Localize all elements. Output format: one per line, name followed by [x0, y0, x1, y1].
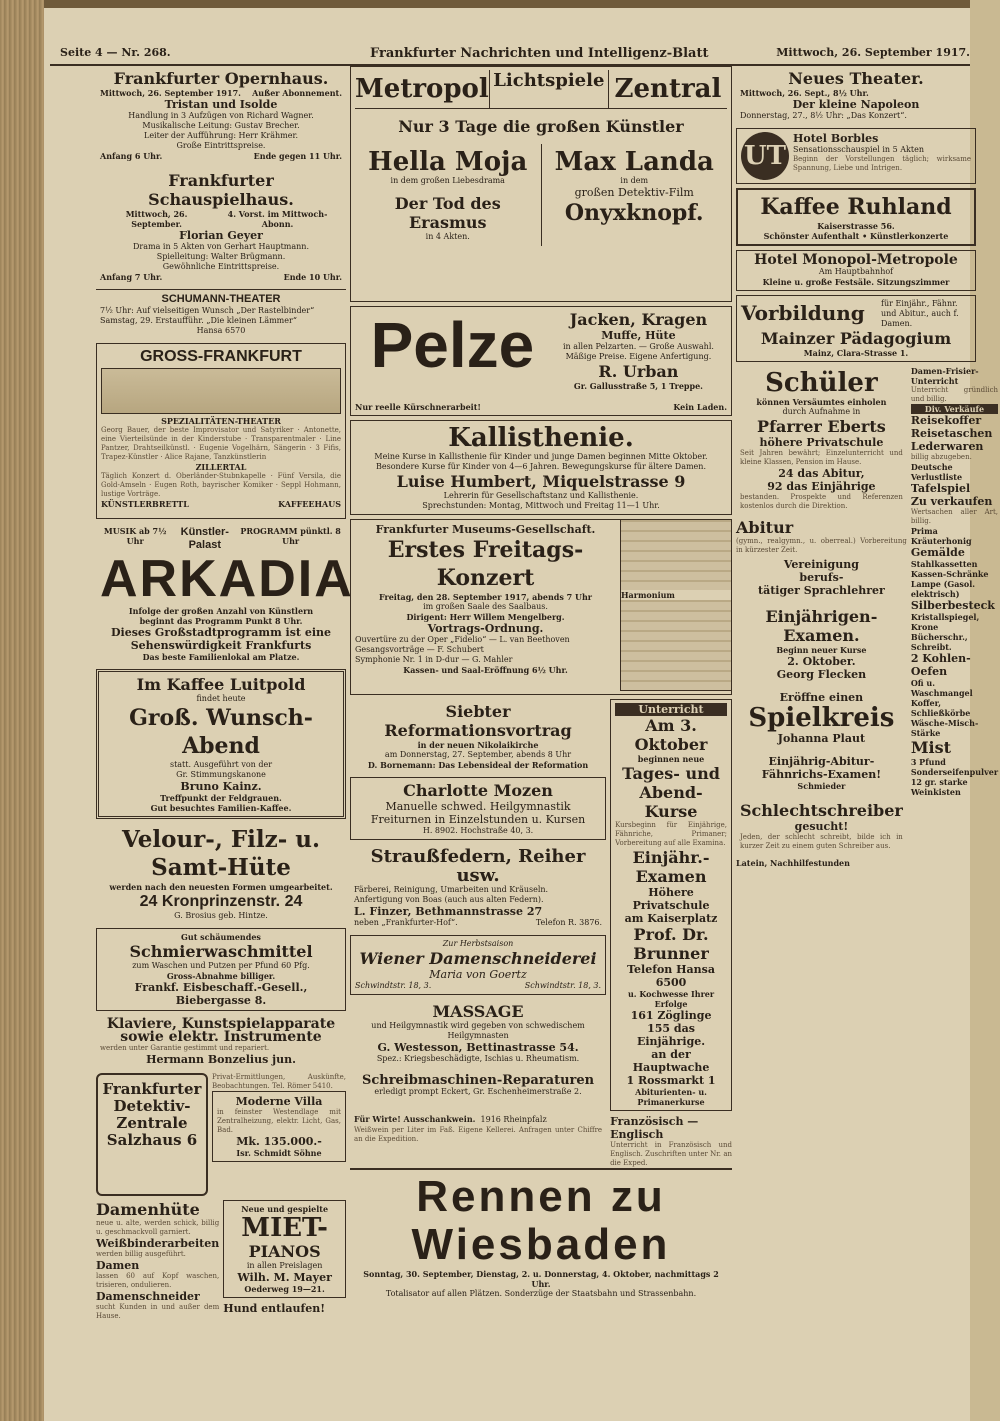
ad-line: Vereinigung	[783, 558, 859, 571]
ad-line: Gross-Abnahme billiger.	[166, 971, 276, 981]
classified-section: Div. Verkäufe	[911, 404, 998, 414]
ad-name: Hermann Bonzelius jun.	[146, 1053, 296, 1066]
ad-pelze-urban	[350, 306, 732, 416]
ad-note: 4. Vorst. im Mittwoch-Abonn.	[227, 209, 328, 229]
ad-line: Anfertigung von Boas (auch aus alten Federn).	[354, 895, 544, 904]
column-3-split: Schüler können Versäumtes einholen durch Aufnahme in Pfarrer Eberts höhere Privatschule Seit Jahren bewährt; Einzelunterricht und kleine Klassen, Pension im Hause. 24 das Abitur, 92 das Einjährige bestanden. Prospekte und Referenzen kostenlos durch die Direktion. Abitur (gymn., realgymn., u. oberreal.) Vorbereitung in kürzester Zeit. Vereinigung berufs- tätiger Sprachlehrer Einjährigen- Examen. Beginn neuer Kurse 2. Oktober. Georg Flecken Eröffne einen Spielkreis Johanna Plaut Einjährig-Abitur- Fähnrichs-Examen! Schmieder Schlechtschreiber gesucht! Jeden, der schlecht schreibt, bilde ich in kurzer Zeit zu einem guten Schreiber aus. Latein, Nachhilfestunden Damen-Frisier-Unterricht Unterricht gründlich und billig. Div. Verkäufe Reisekoffer Reisetaschen Lederwaren billig abzugeben. Deutsche Verlustliste Tafelspiel Zu verkaufen Wertsachen aller Art, billig. Prima Kräuterhonig Gemälde Stahlkassetten Kassen-Schränke Lampe (Gasol. elektrisch) Silberbesteck Kristallspiegel, Krone Bücherschr., Schreibt. 2 Kohlen-Oefen Ofi u. Waschmangel Koffer, Schließkörbe Wäsche-Misch-Stärke Mist 3 Pfund Sonderseifenpulver 12 gr. starke Weinkisten	[736, 366, 999, 868]
ad-title: Künstler-Palast	[180, 526, 229, 551]
ad-line: KÜNSTLERBRETTL	[101, 499, 189, 509]
ad-line: D. Bornemann: Das Lebensideal der Reformation	[367, 760, 589, 770]
classified-heading: 2 Kohlen-Oefen	[910, 652, 971, 678]
play-title: Tristan und Isolde	[164, 98, 278, 111]
ad-title: Rennen zu Wiesbaden	[411, 1172, 671, 1269]
ad-line: an der Hauptwache	[632, 1048, 710, 1074]
ad-date: Mittwoch, 26. September.	[125, 209, 188, 229]
ad-address: Salzhaus 6	[106, 1131, 198, 1149]
classified-heading: Lederwaren	[910, 440, 984, 453]
ad-line: Freiturnen in Einzelstunden u. Kursen	[370, 813, 586, 826]
ad-schumann-theater	[96, 289, 346, 339]
ad-line: Kaiserstrasse 56.	[817, 221, 895, 231]
column-2-middle: Siebter Reformationsvortrag in der neuen Nikolaikirche am Donnerstag, 27. September, abends 8 Uhr D. Bornemann: Das Lebensideal der Reformation Charlotte Mozen Manuelle schwed. Heilgymnastik Freiturnen in Einzelstunden u. Kursen H. 8902. Hochstraße 40, 3. Straußfedern, Reiher usw. Färberei, Reinigung, Umarbeiten und Kräuseln. Anfertigung von Boas (auch aus alten Federn). L. Finzer, Bethmannstrasse 27 neben „Frankfurter-Hof“. Telefon R. 3876. Zur Herbstsaison Wiener Damenschneiderei Maria von Goertz Schwindtstr. 18, 3. Schwindtstr. 18, 3. MASSAGE und Heilgymnastik wird gegeben von schwedischem Heilgymnasten G. Westesson, Bettinastrasse 54. Spez.: Kriegsbeschädigte, Ischias u. Rheumatism. Schreibmaschinen-Reparaturen erledigt prompt Eckert, Gr. Eschenheimerstraße 2. Für Wirte! Ausschankwein. 1916 Rheinpfalz Weißwein per Liter im Faß. Eigene Kellerei. Anfragen unter Chiffre an die Expedition. Unterricht Am 3. Oktober beginnen neue Tages- und Abend-Kurse Kursbeginn für Einjährige, Fähnriche, Primaner; Vorbereitung auf alle Examina. Einjähr.-Examen Höhere Privatschule am Kaiserplatz Prof. Dr. Brunner Telefon Hansa 6500 u. Kochwesse Ihrer Erfolge 161 Zöglinge 155 das Einjährige. an der Hauptwache 1 Rossmarkt 1 Abiturienten- u. Primanerkurse Französisch — Englisch Unterricht in Französisch und Englisch. Zuschriften unter Nr. an die Exped.	[350, 699, 732, 1168]
ad-name: Georg Flecken	[776, 668, 867, 681]
ad-title: Vorbildung	[741, 301, 865, 325]
ad-date: Mittwoch, 26. September 1917.	[100, 88, 241, 98]
program-item: Ouvertüre zu der Oper „Fidelio“ — L. van Beethoven	[355, 635, 570, 644]
ad-title: MASSAGE	[432, 1002, 524, 1021]
ad-line: für Einjähr., Fähnr. und Abitur., auch f. Damen.	[881, 299, 959, 328]
classified-heading: Damen-Frisier-Unterricht	[910, 366, 979, 386]
ad-title: Hotel Monopol-Metropole	[754, 252, 958, 268]
ad-name: Pfarrer Eberts	[757, 417, 886, 436]
classified-heading: Koffer, Schließkörbe	[910, 698, 971, 718]
ad-charlotte-mozen	[350, 777, 606, 840]
ad-reformation	[350, 699, 606, 773]
ad-line: am Donnerstag, 27. September, abends 8 Uhr	[384, 750, 572, 759]
ad-line: erledigt prompt Eckert, Gr. Eschenheimerstraße 2.	[374, 1087, 582, 1096]
ad-hotel-monopol	[736, 250, 976, 291]
film-subtitle: in dem großen Liebesdrama	[390, 176, 505, 185]
ad-line: Sehenswürdigkeit Frankfurts	[130, 639, 312, 652]
ad-line: Spielleitung: Walter Brügmann.	[156, 252, 286, 261]
ad-label: Unterricht	[615, 703, 727, 716]
ad-note: PROGRAMM pünktl. 8 Uhr	[240, 526, 341, 546]
ad-address: 24 Kronprinzenstr. 24	[139, 893, 303, 910]
ad-name: Charlotte Mozen	[403, 781, 553, 800]
ad-title: MIET-	[241, 1213, 328, 1243]
ad-metropol-zentral-kino	[350, 66, 732, 302]
column-2	[350, 66, 732, 1386]
ad-name: Johanna Plaut	[777, 732, 866, 745]
ad-line: Am 3. Oktober	[634, 716, 708, 754]
classified-heading: Reisekoffer	[910, 414, 982, 427]
ad-line: Samstag, 29. Erstaufführ. „Die kleinen Lämmer“	[100, 316, 297, 325]
ad-line: KAFFEEHAUS	[278, 499, 341, 509]
film-title: Onyxknopf.	[564, 200, 704, 226]
ad-line: Frankf. Eisbeschaff.-Gesell., Biebergasse 8.	[134, 981, 308, 1007]
ad-line: Am Hauptbahnhof	[818, 267, 894, 276]
ad-line: 92 das Einjährige	[767, 480, 876, 493]
ad-miet-pianos	[223, 1200, 346, 1298]
ad-subtitle: sowie elektr. Instrumente	[120, 1029, 322, 1045]
ad-line: Dieses Großstadtprogramm ist eine	[111, 626, 331, 639]
issue-date: Mittwoch, 26. September 1917.	[776, 46, 970, 59]
ad-velour-huete	[96, 823, 346, 924]
ad-name: G. Brosius geb. Hintze.	[174, 911, 268, 920]
actor-name: Hella Moja	[368, 147, 528, 177]
column-3	[736, 66, 999, 1386]
ad-line: Neue und gespielte	[241, 1204, 329, 1214]
ad-address: H. 8902. Hochstraße 40, 3.	[422, 826, 534, 835]
ad-schauspielhaus	[96, 168, 346, 285]
ad-title: Siebter Reformationsvortrag	[384, 702, 572, 740]
ad-line: Drama in 5 Akten von Gerhart Hauptmann.	[133, 242, 309, 251]
ad-line: Fähnrichs-Examen!	[761, 768, 882, 781]
cinema-right: Zentral	[614, 74, 722, 104]
phone-number: Telefon Hansa 6500	[627, 963, 715, 989]
ad-damen: Damen	[96, 1259, 140, 1272]
film-acts: in 4 Akten.	[425, 232, 470, 241]
arkadia-name: ARKADIA	[100, 550, 354, 608]
ad-line: und Heilgymnastik wird gegeben von schwedischem Heilgymnasten	[371, 1021, 585, 1040]
ad-line: Donnerstag, 27., 8½ Uhr: „Das Konzert“.	[740, 111, 907, 120]
ad-title: Einjährigen-	[765, 607, 878, 626]
ad-note: Außer Abonnement.	[252, 88, 342, 98]
ad-spielkreis	[736, 688, 907, 748]
ad-line: 2. Oktober.	[787, 655, 856, 668]
ut-logo: UT	[741, 132, 789, 180]
program-heading: Vortrags-Ordnung.	[427, 622, 544, 635]
ad-title: Examen.	[783, 626, 860, 645]
ad-franzoesisch: Französisch — Englisch	[610, 1115, 699, 1141]
ad-line: Zur Herbstsaison	[442, 939, 514, 948]
opening-time: Kassen- und Saal-Eröffnung 6½ Uhr.	[403, 665, 568, 675]
ad-line: Gut besuchtes Familien-Kaffee.	[150, 803, 292, 813]
ad-title: Straußfedern, Reiher usw.	[370, 846, 586, 886]
artist-name: Bruno Kainz.	[180, 780, 262, 793]
ad-title: Frankfurter Museums-Gesellschaft.	[375, 523, 596, 536]
ad-line: zum Waschen und Putzen per Pfund 60 Pfg.	[132, 961, 310, 970]
classified-heading: Tafelspiel	[910, 482, 971, 495]
ad-kaffee-ruhland	[736, 188, 976, 246]
ad-line: Leiter der Aufführung: Herr Krähmer.	[144, 131, 298, 140]
ad-title: Schreibmaschinen-Reparaturen	[361, 1073, 595, 1088]
column-1	[96, 66, 354, 1386]
ad-unterricht: Unterricht Am 3. Oktober beginnen neue Tages- und Abend-Kurse Kursbeginn für Einjährige, Fähnriche, Primaner; Vorbereitung auf alle Examina. Einjähr.-Examen Höhere Privatschule am Kaiserplatz Prof. Dr. Brunner Telefon Hansa 6500 u. Kochwesse Ihrer Erfolge 161 Zöglinge 155 das Einjährige. an der Hauptwache 1 Rossmarkt 1 Abiturienten- u. Primanerkurse	[610, 699, 732, 1111]
ad-line: statt. Ausgeführt von der	[169, 760, 273, 769]
ad-line: Muffe, Hüte	[601, 329, 676, 342]
ad-latein: Latein, Nachhilfestunden	[736, 858, 850, 868]
ad-note: MUSIK ab 7½ Uhr	[103, 526, 167, 546]
ad-line: höhere Privatschule	[759, 436, 884, 449]
ad-headline: Groß. Wunsch-Abend	[129, 705, 313, 759]
ad-neues-theater	[736, 66, 976, 124]
ad-line: Treffpunkt der Feldgrauen.	[160, 793, 282, 803]
ad-line: können Versäumtes einholen	[756, 397, 887, 407]
start-time: Anfang 7 Uhr.	[100, 272, 163, 282]
ad-line: Kleine u. große Festsäle. Sitzungszimmer	[762, 277, 950, 287]
ad-faehnrichs-examen	[736, 752, 907, 794]
ad-line: 24 das Abitur,	[778, 467, 865, 480]
ad-line: 1 Rossmarkt 1	[626, 1074, 716, 1087]
ad-straussfedern	[350, 844, 606, 931]
ad-line: Infolge der großen Anzahl von Künstlern	[128, 606, 314, 616]
ad-line: Abend-Kurse	[639, 783, 703, 821]
ad-line: Eröffne einen	[779, 691, 864, 704]
ad-name: Maria von Goertz	[429, 968, 527, 981]
classified-heading: Stahlkassetten	[910, 559, 978, 569]
book-binding	[0, 0, 44, 1421]
film-subtitle: großen Detektiv-Film	[574, 186, 694, 199]
ad-line: gesucht!	[794, 820, 849, 833]
ad-title: Hotel Borbles	[793, 132, 879, 145]
ad-name: Schmieder	[797, 781, 846, 791]
ad-line: Einjährig-Abitur-	[768, 755, 875, 768]
ad-line: Höhere Privatschule	[632, 886, 710, 912]
ad-line: Gr. Stimmungskanone	[176, 770, 266, 779]
play-title: Florian Geyer	[179, 229, 263, 242]
ad-title: Schmierwaschmittel	[129, 942, 313, 961]
ad-rennen-wiesbaden	[350, 1168, 732, 1302]
ad-name: G. Westesson, Bettinastrasse 54.	[377, 1041, 579, 1054]
ad-line: Mäßige Preise. Eigene Anfertigung.	[565, 352, 712, 361]
ad-title: Frankfurter Detektiv-Zentrale	[102, 1080, 202, 1132]
ad-address: Schwindtstr. 18, 3.	[355, 981, 432, 990]
classified-heading: Kassen-Schränke	[910, 569, 989, 579]
ad-line: Das beste Familienlokal am Platze.	[142, 652, 300, 662]
ad-line: 161 Zöglinge	[630, 1009, 712, 1022]
ad-kaffee-luitpold	[96, 669, 346, 819]
ad-weissbinder: Weißbinderarbeiten	[96, 1237, 220, 1250]
concert-title: Erstes Freitags-Konzert	[387, 537, 584, 591]
museum-organ-row	[350, 519, 732, 695]
organ-caption: Harmonium	[621, 590, 731, 600]
ad-wirte: Für Wirte! Ausschankwein. 1916 Rheinpfalz Weißwein per Liter im Faß. Eigene Kellerei. Anfragen unter Chiffre an die Expedition.	[354, 1114, 603, 1143]
classified-heading: Silberbesteck	[910, 599, 995, 612]
ad-damenhuete: Damenhüte	[96, 1200, 200, 1219]
ad-line: in allen Pelzarten. — Große Auswahl.	[562, 342, 714, 351]
ad-address: Gr. Gallusstraße 5, 1 Treppe.	[573, 381, 703, 391]
ad-line: u. Kochwesse Ihrer Erfolge	[627, 989, 715, 1009]
ad-line: Gut schäumendes	[181, 932, 261, 942]
ad-schreibmaschinen	[350, 1071, 606, 1100]
newspaper-title: Frankfurter Nachrichten und Intelligenz-Blatt	[370, 46, 709, 61]
end-time: Ende 10 Uhr.	[283, 272, 342, 282]
ad-line: 1916 Rheinpfalz	[480, 1115, 547, 1124]
ad-name: Isr. Schmidt Söhne	[236, 1148, 322, 1158]
ad-name: Luise Humbert, Miquelstrasse 9	[396, 472, 686, 491]
ad-line: Besondere Kurse für Kinder von 4—6 Jahren. Bewegungskurse für ältere Damen.	[376, 462, 706, 471]
ad-line: Einjähr.-Examen	[632, 848, 710, 886]
ad-line: Handlung in 3 Aufzügen von Richard Wagner.	[128, 111, 314, 120]
ad-line: Musikalische Leitung: Gustav Brecher.	[142, 121, 300, 130]
ad-name: L. Finzer, Bethmannstrasse 27	[354, 905, 543, 918]
ad-schueler: Schüler können Versäumtes einholen durch Aufnahme in Pfarrer Eberts höhere Privatschule Seit Jahren bewährt; Einzelunterricht und kleine Klassen, Pension im Hause. 24 das Abitur, 92 das Einjährige bestanden. Prospekte und Referenzen kostenlos durch die Direktion.	[740, 368, 903, 510]
ad-subtitle: PIANOS	[248, 1242, 321, 1261]
ad-detektiv-zentrale	[96, 1073, 208, 1196]
classified-heading: Zu verkaufen	[910, 495, 993, 508]
ad-line: in der neuen Nikolaikirche	[417, 740, 539, 750]
ad-line: findet heute	[196, 694, 246, 703]
ad-slogan: Nur reelle Kürschnerarbeit!	[355, 402, 481, 412]
classified-heading: Prima Kräuterhonig	[910, 526, 972, 546]
ad-detektiv-row: Frankfurter Detektiv-Zentrale Salzhaus 6 Privat-Ermittlungen, Auskünfte, Beobachtungen. Tel. Römer 5410. Moderne Villa in feinster Westendlage mit Zentralheizung, elektr. Licht, Gas, Bad. Mk. 135.000.- Isr. Schmidt Söhne	[96, 1073, 346, 1200]
classified-heading: Deutsche Verlustliste	[910, 462, 963, 482]
end-time: Ende gegen 11 Uhr.	[253, 151, 342, 161]
phone-number: Telefon R. 3876.	[535, 918, 603, 927]
ad-line: Schönster Aufenthalt • Künstlerkonzerte	[763, 231, 949, 241]
classified-column: Damen-Frisier-Unterricht Unterricht gründlich und billig. Div. Verkäufe Reisekoffer Reisetaschen Lederwaren billig abzugeben. Deutsche Verlustliste Tafelspiel Zu verkaufen Wertsachen aller Art, billig. Prima Kräuterhonig Gemälde Stahlkassetten Kassen-Schränke Lampe (Gasol. elektrisch) Silberbesteck Kristallspiegel, Krone Bücherschr., Schreibt. 2 Kohlen-Oefen Ofi u. Waschmangel Koffer, Schließkörbe Wäsche-Misch-Stärke Mist 3 Pfund Sonderseifenpulver 12 gr. starke Weinkisten	[910, 366, 999, 797]
start-time: Anfang 6 Uhr.	[100, 151, 163, 161]
ad-line: Sensationsschauspiel in 5 Akten	[793, 145, 924, 154]
ad-title: Neues Theater.	[788, 69, 924, 88]
ad-line: Jacken, Kragen	[569, 310, 708, 329]
ad-title: Kaffee Ruhland	[760, 194, 952, 220]
ad-title: Schlechtschreiber	[740, 801, 903, 820]
ad-line: am Kaiserplatz	[624, 912, 718, 925]
actor-name: Max Landa	[554, 147, 714, 177]
ad-opernhaus	[96, 66, 346, 164]
cinema-left: Metropol	[355, 74, 489, 104]
ad-wiener-damenschneiderei	[350, 935, 606, 995]
classified-heading: 3 Pfund Sonderseifenpulver	[910, 757, 999, 777]
play-title: Der kleine Napoleon	[792, 98, 920, 111]
ad-title: Pelze	[370, 309, 535, 381]
ad-name: Wilh. M. Mayer	[237, 1271, 332, 1284]
ad-title: Kallisthenie.	[448, 423, 634, 453]
ad-title: Frankfurter Opernhaus.	[113, 69, 329, 88]
ad-arkadia	[96, 523, 354, 665]
ad-title: SCHUMANN-THEATER	[161, 293, 281, 305]
ad-line: beginnt das Programm Punkt 8 Uhr.	[139, 616, 303, 626]
ad-line: Meine Kurse in Kallisthenie für Kinder und junge Damen beginnen Mitte Oktober.	[374, 452, 708, 461]
ad-line: Totalisator auf allen Plätzen. Sonderzüge der Staatsbahn und Strassenbahn.	[385, 1289, 697, 1298]
classified-heading: 12 gr. starke Weinkisten	[910, 777, 968, 797]
ad-line: in allen Preislagen	[246, 1261, 323, 1270]
film-title: Der Tod des Erasmus	[394, 194, 501, 232]
ad-title: GROSS-FRANKFURT	[140, 348, 302, 365]
ad-title: Klaviere, Kunstspielapparate	[106, 1016, 336, 1032]
ad-line: Spez.: Kriegsbeschädigte, Ischias u. Rheumatism.	[376, 1054, 580, 1063]
classified-heading: Bücherschr., Schreibt.	[910, 632, 968, 652]
ad-line: Sonntag, 30. September, Dienstag, 2. u. Donnerstag, 4. Oktober, nachmittags 2 Uhr.	[363, 1269, 719, 1289]
ad-title: Wiener Damenschneiderei	[359, 949, 597, 968]
ad-note: Kein Laden.	[673, 402, 727, 412]
ad-line: Sprechstunden: Montag, Mittwoch und Freitag 11—1 Uhr.	[422, 501, 660, 510]
ad-title: Für Wirte! Ausschankwein.	[354, 1114, 476, 1124]
ad-subtitle: ZILLERTAL	[195, 462, 247, 472]
ad-line: Lehrerin für Gesellschaftstanz und Kallisthenie.	[443, 491, 639, 500]
price: Mk. 135.000.-	[236, 1135, 322, 1148]
ad-address: Schwindtstr. 18, 3.	[524, 981, 602, 990]
ad-damenschneider: Damenschneider	[96, 1290, 200, 1303]
ad-line: durch Aufnahme in	[782, 407, 861, 416]
ad-line: 7½ Uhr: Auf vielseitigen Wunsch „Der Rastelbinder“	[100, 306, 315, 315]
ad-hotel-borbles: UT Hotel Borbles Sensationsschauspiel in 5 Akten Beginn der Vorstellungen täglich; wirksame Spannung, Liebe und Intrigen.	[736, 128, 976, 184]
harmonium-illustration	[620, 519, 732, 691]
ad-name: Mainzer Pädagogium	[760, 329, 952, 348]
concert-place: im großen Saale des Saalbaus.	[423, 602, 548, 611]
ad-name: R. Urban	[598, 362, 679, 381]
ad-schlechtschreiber: Schlechtschreiber gesucht! Jeden, der schlecht schreibt, bilde ich in kurzer Zeit zu einem guten Schreiber aus.	[740, 801, 903, 850]
ad-title: Velour-, Filz- u. Samt-Hüte	[122, 826, 320, 881]
ad-line: 155 das Einjährige.	[636, 1022, 706, 1048]
ad-massage	[350, 999, 606, 1067]
ad-vereinigung	[736, 555, 907, 600]
newspaper-header	[50, 40, 970, 66]
ad-line: berufs-	[799, 571, 844, 584]
classified-heading: Mist	[910, 738, 952, 757]
ad-line: Große Eintrittspreise.	[176, 141, 266, 150]
ad-line: beginnen neue	[637, 754, 705, 764]
ad-address: Mainz, Clara-Strasse 1.	[803, 348, 909, 358]
ad-hund: Hund entlaufen!	[223, 1302, 326, 1315]
concert-date: Freitag, den 28. September 1917, abends 7 Uhr	[378, 592, 593, 602]
conductor: Dirigent: Herr Willem Mengelberg.	[406, 612, 565, 622]
theater-building-illustration	[101, 368, 341, 414]
ad-moderne-villa: Moderne Villa in feinster Westendlage mit Zentralheizung, elektr. Licht, Gas, Bad. Mk. 135.000.- Isr. Schmidt Söhne	[212, 1091, 346, 1162]
ad-title: Schüler	[765, 368, 878, 398]
classified-heading: Kristallspiegel, Krone	[910, 612, 980, 632]
ad-line: Färberei, Reinigung, Umarbeiten und Kräuseln.	[354, 885, 549, 894]
ad-title: Frankfurter Schauspielhaus.	[148, 171, 294, 209]
classified-heading: Gemälde	[910, 546, 965, 559]
ad-line: neben „Frankfurter-Hof“.	[354, 918, 458, 927]
ad-line: Manuelle schwed. Heilgymnastik	[385, 800, 571, 813]
ad-abitur: Abitur	[736, 518, 794, 537]
ad-line: Tages- und	[622, 764, 720, 783]
ad-einjaehrigen-examen	[736, 604, 907, 684]
classified-heading: Lampe (Gasol. elektrisch)	[910, 579, 976, 599]
small-ads-bottom: Damenhüte neue u. alte, werden schick, billig u. geschmackvoll garniert. Weißbinderarbeiten werden billig ausgeführt. Damen lassen 60 auf Kopf waschen, trisieren, ondulieren. Damenschneider sucht Kunden in und außer dem Hause. Neue und gespielte MIET- PIANOS in allen Preislagen Wilh. M. Mayer Oederweg 19—21. Hund entlaufen!	[96, 1200, 346, 1321]
program-item: Symphonie Nr. 1 in D-dur — G. Mahler	[355, 655, 513, 664]
film-subtitle: in dem	[620, 176, 649, 185]
ad-gross-frankfurt: GROSS-FRANKFURT SPEZIALITÄTEN-THEATER Georg Bauer, der beste Improvisator und Satyriker · Antonette, eine Vierteilsünde in der Kinderstube · Transparentmaler · Line Pantzer, Drahtseilkünstl. · Eugenie Vogelhärn, Sängerin · 3 Fifis, Trapez-Künstler · Alice Rajane, Tanzkünstlerin ZILLERTAL Täglich Konzert d. Oberländer-Stubnkapelle · Fünf Versila, die Gold-Amseln · Eugen Roth, bayrischer Komiker · Seppl Hohmann, lustige Vorträge. KÜNSTLERBRETTL KAFFEEHAUS	[96, 343, 346, 519]
cinema-banner: Nur 3 Tage die großen Künstler	[398, 117, 684, 136]
ad-line: tätiger Sprachlehrer	[758, 584, 885, 597]
cinema-middle: Lichtspiele	[489, 70, 609, 108]
phone-number: Hansa 6570	[196, 326, 246, 335]
ad-vorbildung	[736, 295, 976, 362]
ad-title: Im Kaffee Luitpold	[136, 675, 306, 694]
ad-line: Abiturienten- u. Primanerkurse	[635, 1087, 707, 1107]
classified-heading: Ofi u. Waschmangel	[910, 678, 973, 698]
ad-klaviere: Klaviere, Kunstspielapparate sowie elektr. Instrumente werden unter Garantie gestimmt und repariert. Hermann Bonzelius jun.	[96, 1015, 346, 1069]
ad-subtitle: SPEZIALITÄTEN-THEATER	[161, 416, 281, 426]
ad-kallisthenie	[350, 420, 732, 515]
ad-line: werden nach den neuesten Formen umgearbeitet.	[109, 882, 333, 892]
program-item: Gesangsvorträge — F. Schubert	[355, 645, 484, 654]
ad-schmierwaschmittel	[96, 928, 346, 1011]
classified-heading: Wäsche-Misch-Stärke	[910, 718, 979, 738]
ad-line: Gewöhnliche Eintrittspreise.	[162, 262, 280, 271]
ad-address: Oederweg 19—21.	[244, 1284, 325, 1294]
ad-line: Beginn neuer Kurse	[776, 645, 867, 655]
ad-title: Moderne Villa	[235, 1095, 323, 1108]
classified-heading: Reisetaschen	[910, 427, 993, 440]
ad-title: Spielkreis	[748, 703, 895, 733]
ad-line: Mittwoch, 26. Sept., 8½ Uhr.	[740, 88, 869, 98]
page-number: Seite 4 — Nr. 268.	[60, 46, 171, 59]
ad-name: Prof. Dr. Brunner	[633, 925, 709, 963]
